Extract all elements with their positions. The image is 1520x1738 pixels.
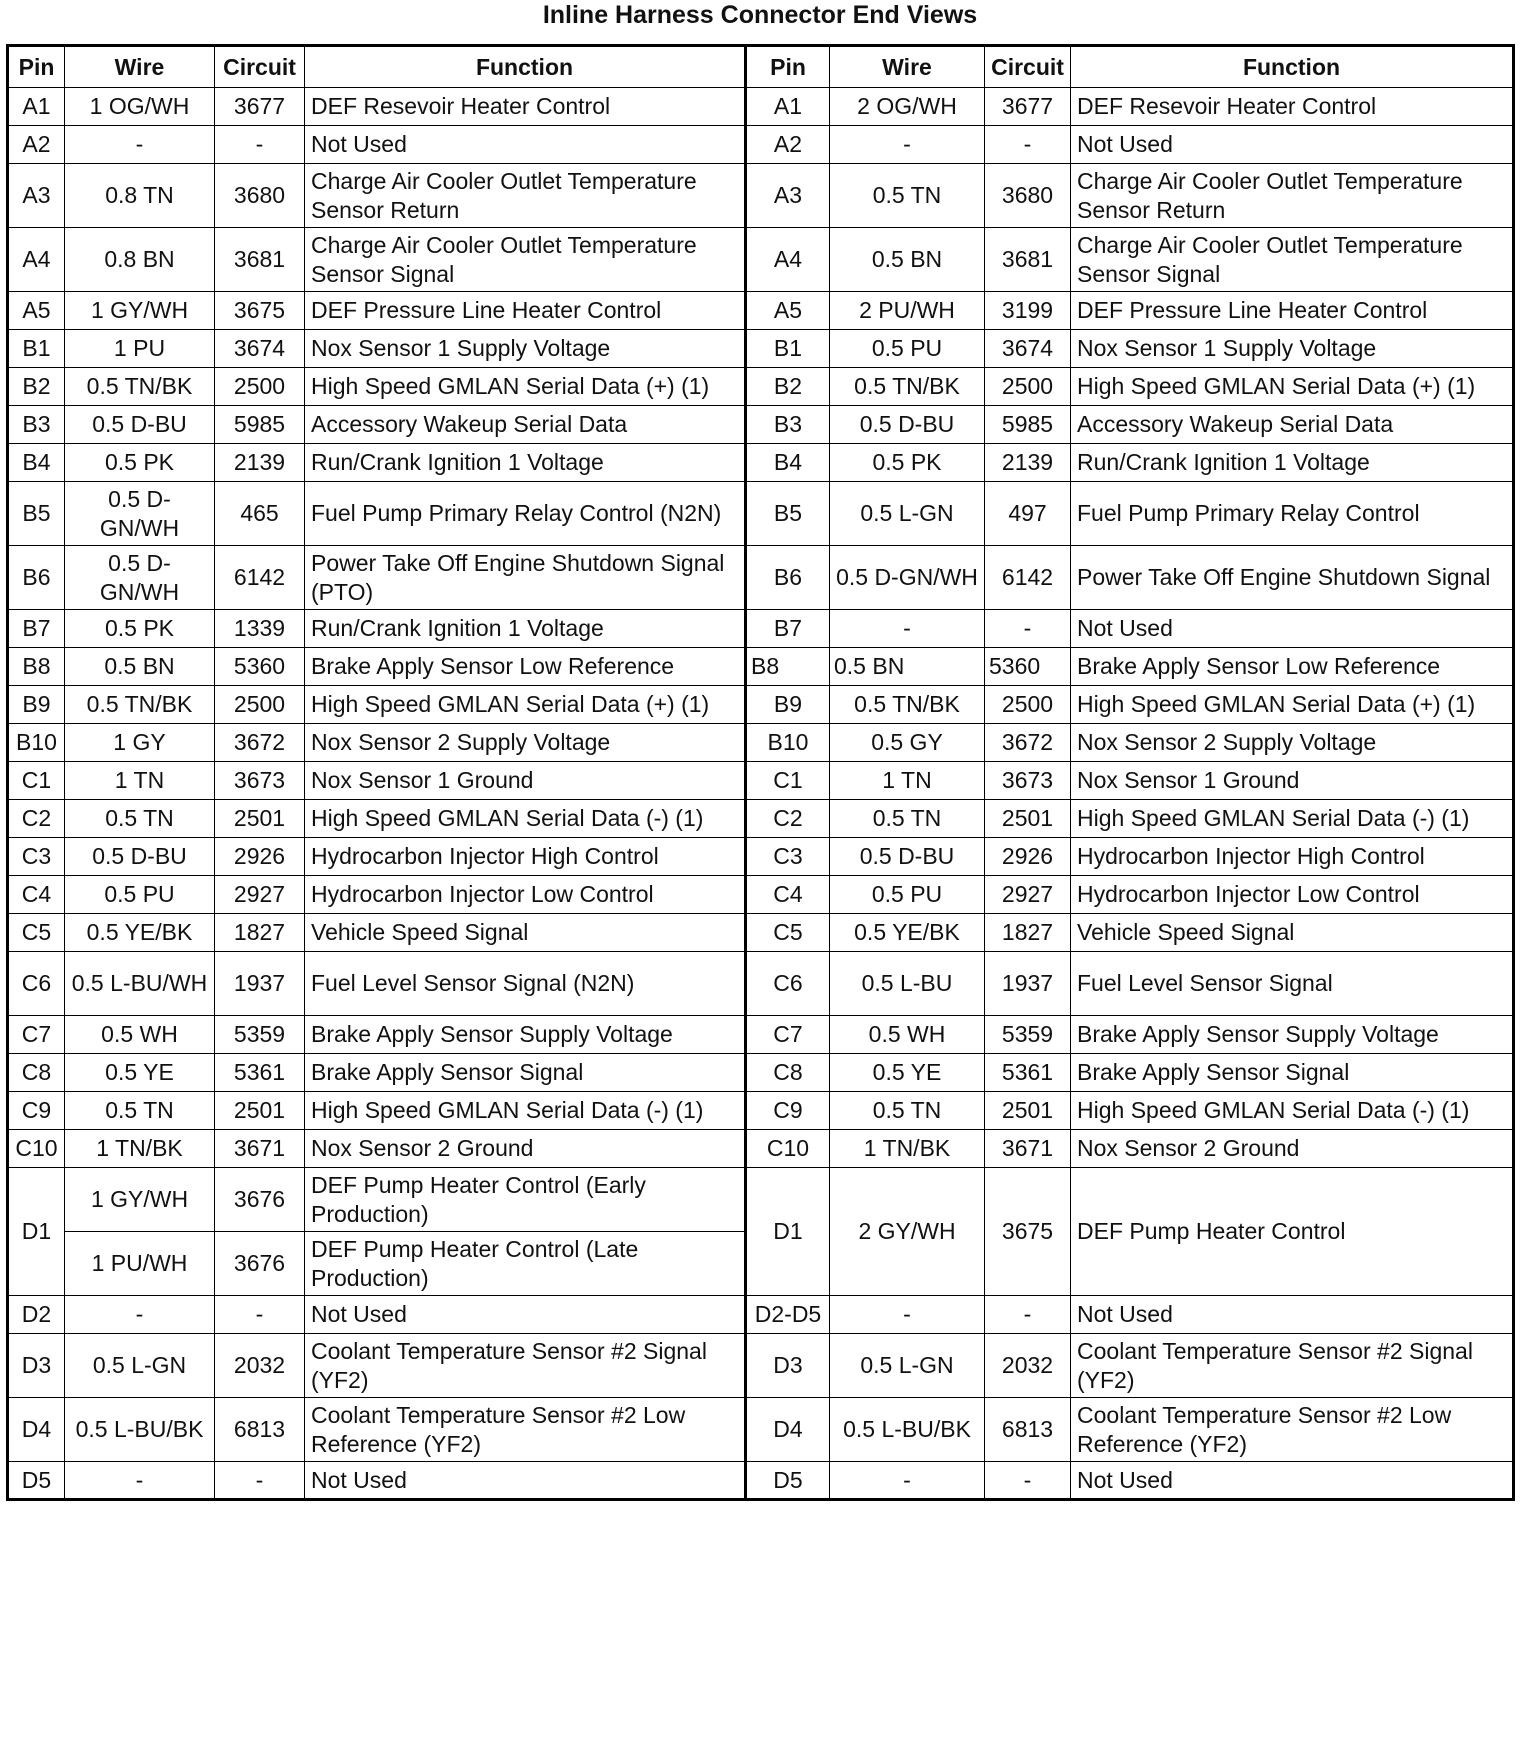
header-function: Function	[305, 46, 746, 88]
circuit-cell: 2501	[215, 800, 305, 838]
function-cell: DEF Resevoir Heater Control	[1071, 88, 1514, 126]
pin-cell: D2	[8, 1296, 65, 1334]
wire-cell: 1 GY	[65, 724, 215, 762]
pin-cell: B4	[746, 444, 830, 482]
circuit-cell: 6813	[985, 1398, 1071, 1462]
function-cell: Nox Sensor 1 Supply Voltage	[1071, 330, 1514, 368]
wire-cell: 0.5 PK	[65, 610, 215, 648]
pin-cell: D4	[746, 1398, 830, 1462]
circuit-cell: 3672	[985, 724, 1071, 762]
circuit-cell: 3680	[985, 164, 1071, 228]
wire-cell: 1 PU/WH	[65, 1232, 215, 1296]
wire-cell: 0.5 TN	[830, 164, 985, 228]
circuit-cell: 3673	[985, 762, 1071, 800]
wire-cell: 0.5 PK	[830, 444, 985, 482]
function-cell: DEF Pump Heater Control (Early Production)	[305, 1168, 746, 1232]
table-row	[8, 1092, 1514, 1130]
pin-cell: D3	[8, 1334, 65, 1398]
circuit-cell: 1827	[215, 914, 305, 952]
circuit-cell: 3674	[215, 330, 305, 368]
pin-cell: B10	[8, 724, 65, 762]
circuit-cell: 2501	[985, 800, 1071, 838]
wire-cell: -	[65, 1296, 215, 1334]
wire-cell: 0.5 L-BU/BK	[65, 1398, 215, 1462]
function-cell: Coolant Temperature Sensor #2 Low Reference (YF2)	[1071, 1398, 1514, 1462]
pin-cell: D4	[8, 1398, 65, 1462]
circuit-cell: 6813	[215, 1398, 305, 1462]
function-cell: Accessory Wakeup Serial Data	[1071, 406, 1514, 444]
circuit-cell: 5361	[215, 1054, 305, 1092]
function-cell: Charge Air Cooler Outlet Temperature Sensor Return	[1071, 164, 1514, 228]
function-cell: Fuel Pump Primary Relay Control	[1071, 482, 1514, 546]
circuit-cell: -	[215, 126, 305, 164]
pin-cell: C4	[8, 876, 65, 914]
wire-cell: 0.5 D-BU	[65, 838, 215, 876]
table-row	[8, 876, 1514, 914]
function-cell: High Speed GMLAN Serial Data (+) (1)	[1071, 686, 1514, 724]
pin-cell: A3	[8, 164, 65, 228]
pin-cell: B3	[746, 406, 830, 444]
pin-cell: B3	[8, 406, 65, 444]
pin-cell: C1	[746, 762, 830, 800]
pin-cell: B2	[8, 368, 65, 406]
pin-cell: B8	[8, 648, 65, 686]
function-cell: Charge Air Cooler Outlet Temperature Sensor Signal	[305, 228, 746, 292]
circuit-cell: -	[985, 610, 1071, 648]
wire-cell: -	[65, 126, 215, 164]
function-cell: High Speed GMLAN Serial Data (-) (1)	[1071, 1092, 1514, 1130]
wire-cell: 1 PU	[65, 330, 215, 368]
table-row	[8, 444, 1514, 482]
wire-cell: 0.5 TN/BK	[830, 686, 985, 724]
table-row	[8, 406, 1514, 444]
function-cell: Nox Sensor 1 Ground	[305, 762, 746, 800]
pin-cell: C6	[746, 952, 830, 1016]
circuit-cell: 2032	[215, 1334, 305, 1398]
function-cell: High Speed GMLAN Serial Data (+) (1)	[305, 686, 746, 724]
function-cell: Brake Apply Sensor Low Reference	[305, 648, 746, 686]
wire-cell: 0.5 YE	[65, 1054, 215, 1092]
wire-cell: 0.5 TN/BK	[65, 686, 215, 724]
function-cell: DEF Pump Heater Control	[1071, 1168, 1514, 1296]
wire-cell: 0.5 YE/BK	[65, 914, 215, 952]
function-cell: Vehicle Speed Signal	[305, 914, 746, 952]
header-pin: Pin	[8, 46, 65, 88]
table-row	[8, 368, 1514, 406]
pin-cell: C5	[746, 914, 830, 952]
function-cell: Hydrocarbon Injector High Control	[1071, 838, 1514, 876]
circuit-cell: 497	[985, 482, 1071, 546]
wire-cell: 0.5 BN	[65, 648, 215, 686]
wire-cell: 2 PU/WH	[830, 292, 985, 330]
circuit-cell: 3676	[215, 1232, 305, 1296]
pin-cell: B9	[746, 686, 830, 724]
function-cell: Vehicle Speed Signal	[1071, 914, 1514, 952]
wire-cell: 1 TN/BK	[65, 1130, 215, 1168]
function-cell: Nox Sensor 2 Ground	[305, 1130, 746, 1168]
circuit-cell: 5361	[985, 1054, 1071, 1092]
wire-cell: -	[65, 1462, 215, 1500]
circuit-cell: 5359	[985, 1016, 1071, 1054]
function-cell: Run/Crank Ignition 1 Voltage	[305, 610, 746, 648]
wire-cell: -	[830, 126, 985, 164]
pin-cell: A4	[746, 228, 830, 292]
wire-cell: 0.5 PU	[830, 330, 985, 368]
circuit-cell: 5985	[985, 406, 1071, 444]
pin-cell: C3	[8, 838, 65, 876]
pin-cell: B7	[8, 610, 65, 648]
pin-cell: C7	[746, 1016, 830, 1054]
pin-cell: C1	[8, 762, 65, 800]
connector-table	[6, 44, 1515, 1501]
function-cell: DEF Resevoir Heater Control	[305, 88, 746, 126]
wire-cell: 1 GY/WH	[65, 292, 215, 330]
circuit-cell: 2500	[215, 368, 305, 406]
function-cell: Not Used	[305, 1296, 746, 1334]
wire-cell: 1 TN	[65, 762, 215, 800]
pin-cell: D5	[8, 1462, 65, 1500]
function-cell: Power Take Off Engine Shutdown Signal (PTO)	[305, 546, 746, 610]
circuit-cell: 6142	[985, 546, 1071, 610]
table-row	[8, 762, 1514, 800]
table-row	[8, 610, 1514, 648]
circuit-cell: 3199	[985, 292, 1071, 330]
function-cell: Nox Sensor 1 Supply Voltage	[305, 330, 746, 368]
table-row	[8, 1168, 1514, 1232]
circuit-cell: 2500	[215, 686, 305, 724]
wire-cell: 0.5 L-GN	[65, 1334, 215, 1398]
pin-cell: A5	[8, 292, 65, 330]
circuit-cell: 1827	[985, 914, 1071, 952]
table-row	[8, 1462, 1514, 1500]
function-cell: Not Used	[1071, 1296, 1514, 1334]
circuit-cell: 3674	[985, 330, 1071, 368]
table-row	[8, 228, 1514, 292]
table-row	[8, 914, 1514, 952]
function-cell: Hydrocarbon Injector Low Control	[1071, 876, 1514, 914]
function-cell: Nox Sensor 2 Supply Voltage	[1071, 724, 1514, 762]
function-cell: Hydrocarbon Injector High Control	[305, 838, 746, 876]
circuit-cell: 2926	[985, 838, 1071, 876]
wire-cell: 0.5 L-GN	[830, 482, 985, 546]
pin-cell: A2	[746, 126, 830, 164]
wire-cell: 0.5 TN	[830, 800, 985, 838]
pin-cell: B6	[8, 546, 65, 610]
table-row	[8, 838, 1514, 876]
circuit-cell: 2501	[985, 1092, 1071, 1130]
wire-cell: 0.5 GY	[830, 724, 985, 762]
wire-cell: 0.8 BN	[65, 228, 215, 292]
circuit-cell: -	[985, 1462, 1071, 1500]
pin-cell: D1	[8, 1168, 65, 1296]
circuit-cell: 3671	[215, 1130, 305, 1168]
function-cell: High Speed GMLAN Serial Data (+) (1)	[1071, 368, 1514, 406]
pin-cell: C6	[8, 952, 65, 1016]
pin-cell: B8	[746, 648, 830, 686]
pin-cell: C9	[746, 1092, 830, 1130]
wire-cell: 0.5 WH	[65, 1016, 215, 1054]
function-cell: Coolant Temperature Sensor #2 Signal (YF2)	[305, 1334, 746, 1398]
pin-cell: C7	[8, 1016, 65, 1054]
table-row	[8, 546, 1514, 610]
table-row	[8, 724, 1514, 762]
circuit-cell: 3681	[215, 228, 305, 292]
pin-cell: C8	[746, 1054, 830, 1092]
function-cell: High Speed GMLAN Serial Data (-) (1)	[1071, 800, 1514, 838]
wire-cell: 2 GY/WH	[830, 1168, 985, 1296]
wire-cell: -	[830, 1462, 985, 1500]
wire-cell: 0.5 D-BU	[65, 406, 215, 444]
table-row	[8, 292, 1514, 330]
circuit-cell: 2927	[215, 876, 305, 914]
wire-cell: 0.5 L-GN	[830, 1334, 985, 1398]
function-cell: DEF Pressure Line Heater Control	[305, 292, 746, 330]
circuit-cell: 3680	[215, 164, 305, 228]
wire-cell: 0.5 TN	[65, 1092, 215, 1130]
function-cell: Brake Apply Sensor Signal	[305, 1054, 746, 1092]
function-cell: Run/Crank Ignition 1 Voltage	[305, 444, 746, 482]
wire-cell: 1 TN/BK	[830, 1130, 985, 1168]
pin-cell: B5	[746, 482, 830, 546]
circuit-cell: 3675	[215, 292, 305, 330]
function-cell: Charge Air Cooler Outlet Temperature Sensor Return	[305, 164, 746, 228]
wire-cell: 1 GY/WH	[65, 1168, 215, 1232]
wire-cell: 0.5 TN	[65, 800, 215, 838]
function-cell: Not Used	[1071, 126, 1514, 164]
page-title: Inline Harness Connector End Views	[542, 1, 978, 29]
function-cell: Brake Apply Sensor Signal	[1071, 1054, 1514, 1092]
circuit-cell: 2926	[215, 838, 305, 876]
pin-cell: C10	[8, 1130, 65, 1168]
circuit-cell: 3677	[215, 88, 305, 126]
function-cell: Fuel Pump Primary Relay Control (N2N)	[305, 482, 746, 546]
pin-cell: A1	[8, 88, 65, 126]
table-row	[8, 686, 1514, 724]
wire-cell: -	[830, 1296, 985, 1334]
circuit-cell: 2501	[215, 1092, 305, 1130]
wire-cell: 0.8 TN	[65, 164, 215, 228]
function-cell: DEF Pump Heater Control (Late Production)	[305, 1232, 746, 1296]
circuit-cell: 1937	[985, 952, 1071, 1016]
circuit-cell: 3675	[985, 1168, 1071, 1296]
function-cell: Fuel Level Sensor Signal	[1071, 952, 1514, 1016]
table-row	[8, 88, 1514, 126]
function-cell: Charge Air Cooler Outlet Temperature Sensor Signal	[1071, 228, 1514, 292]
wire-cell: 0.5 D-GN/WH	[65, 482, 215, 546]
function-cell: High Speed GMLAN Serial Data (+) (1)	[305, 368, 746, 406]
header-circuit: Circuit	[215, 46, 305, 88]
wire-cell: 0.5 TN/BK	[830, 368, 985, 406]
function-cell: DEF Pressure Line Heater Control	[1071, 292, 1514, 330]
pin-cell: B9	[8, 686, 65, 724]
pin-cell: B5	[8, 482, 65, 546]
circuit-cell: 2500	[985, 368, 1071, 406]
function-cell: High Speed GMLAN Serial Data (-) (1)	[305, 1092, 746, 1130]
circuit-cell: 2032	[985, 1334, 1071, 1398]
circuit-cell: 3672	[215, 724, 305, 762]
pin-cell: B7	[746, 610, 830, 648]
header-row	[8, 46, 1514, 88]
table-row	[8, 1296, 1514, 1334]
wire-cell: 0.5 L-BU	[830, 952, 985, 1016]
wire-cell: 1 TN	[830, 762, 985, 800]
header-wire: Wire	[830, 46, 985, 88]
pin-cell: A2	[8, 126, 65, 164]
pin-cell: A3	[746, 164, 830, 228]
wire-cell: 0.5 PK	[65, 444, 215, 482]
wire-cell: -	[830, 610, 985, 648]
circuit-cell: 2139	[215, 444, 305, 482]
table-row	[8, 952, 1514, 1016]
pin-cell: C10	[746, 1130, 830, 1168]
circuit-cell: -	[985, 126, 1071, 164]
function-cell: High Speed GMLAN Serial Data (-) (1)	[305, 800, 746, 838]
function-cell: Coolant Temperature Sensor #2 Signal (YF2)	[1071, 1334, 1514, 1398]
pin-cell: C3	[746, 838, 830, 876]
pin-cell: D3	[746, 1334, 830, 1398]
function-cell: Nox Sensor 1 Ground	[1071, 762, 1514, 800]
table-row	[8, 1130, 1514, 1168]
wire-cell: 0.5 YE	[830, 1054, 985, 1092]
pin-cell: C9	[8, 1092, 65, 1130]
table-row	[8, 1334, 1514, 1398]
circuit-cell: 5360	[215, 648, 305, 686]
pin-cell: A1	[746, 88, 830, 126]
wire-cell: 0.5 D-BU	[830, 838, 985, 876]
function-cell: Brake Apply Sensor Supply Voltage	[305, 1016, 746, 1054]
pin-cell: C4	[746, 876, 830, 914]
table-row	[8, 1016, 1514, 1054]
circuit-cell: 2139	[985, 444, 1071, 482]
wire-cell: 2 OG/WH	[830, 88, 985, 126]
table-row	[8, 800, 1514, 838]
circuit-cell: 5985	[215, 406, 305, 444]
function-cell: Hydrocarbon Injector Low Control	[305, 876, 746, 914]
circuit-cell: 3671	[985, 1130, 1071, 1168]
circuit-cell: 465	[215, 482, 305, 546]
circuit-cell: 3681	[985, 228, 1071, 292]
circuit-cell: 1339	[215, 610, 305, 648]
table-row	[8, 164, 1514, 228]
table-row	[8, 1398, 1514, 1462]
table-row	[8, 482, 1514, 546]
function-cell: Coolant Temperature Sensor #2 Low Reference (YF2)	[305, 1398, 746, 1462]
table-row	[8, 648, 1514, 686]
function-cell: Accessory Wakeup Serial Data	[305, 406, 746, 444]
pin-cell: D1	[746, 1168, 830, 1296]
wire-cell: 0.5 PU	[65, 876, 215, 914]
wire-cell: 0.5 BN	[830, 228, 985, 292]
wire-cell: 0.5 TN/BK	[65, 368, 215, 406]
circuit-cell: 6142	[215, 546, 305, 610]
pin-cell: D5	[746, 1462, 830, 1500]
pin-cell: B2	[746, 368, 830, 406]
wire-cell: 0.5 BN	[830, 648, 985, 686]
pin-cell: C2	[8, 800, 65, 838]
table-row	[8, 126, 1514, 164]
function-cell: Nox Sensor 2 Supply Voltage	[305, 724, 746, 762]
header-wire: Wire	[65, 46, 215, 88]
wire-cell: 0.5 L-BU/BK	[830, 1398, 985, 1462]
function-cell: Not Used	[1071, 1462, 1514, 1500]
pin-cell: C5	[8, 914, 65, 952]
wire-cell: 1 OG/WH	[65, 88, 215, 126]
circuit-cell: 3676	[215, 1168, 305, 1232]
circuit-cell: 3673	[215, 762, 305, 800]
table-row	[8, 1054, 1514, 1092]
pin-cell: B10	[746, 724, 830, 762]
circuit-cell: 2927	[985, 876, 1071, 914]
circuit-cell: -	[215, 1296, 305, 1334]
function-cell: Not Used	[305, 126, 746, 164]
function-cell: Nox Sensor 2 Ground	[1071, 1130, 1514, 1168]
function-cell: Brake Apply Sensor Supply Voltage	[1071, 1016, 1514, 1054]
header-function: Function	[1071, 46, 1514, 88]
pin-cell: C8	[8, 1054, 65, 1092]
wire-cell: 0.5 YE/BK	[830, 914, 985, 952]
function-cell: Not Used	[1071, 610, 1514, 648]
wire-cell: 0.5 WH	[830, 1016, 985, 1054]
pin-cell: A4	[8, 228, 65, 292]
table-row	[8, 330, 1514, 368]
circuit-cell: -	[985, 1296, 1071, 1334]
circuit-cell: 5360	[985, 648, 1071, 686]
circuit-cell: -	[215, 1462, 305, 1500]
pin-cell: B1	[746, 330, 830, 368]
circuit-cell: 3677	[985, 88, 1071, 126]
pin-cell: B1	[8, 330, 65, 368]
function-cell: Fuel Level Sensor Signal (N2N)	[305, 952, 746, 1016]
wire-cell: 0.5 D-GN/WH	[65, 546, 215, 610]
wire-cell: 0.5 D-BU	[830, 406, 985, 444]
function-cell: Run/Crank Ignition 1 Voltage	[1071, 444, 1514, 482]
wire-cell: 0.5 D-GN/WH	[830, 546, 985, 610]
function-cell: Power Take Off Engine Shutdown Signal	[1071, 546, 1514, 610]
pin-cell: B4	[8, 444, 65, 482]
function-cell: Not Used	[305, 1462, 746, 1500]
wire-cell: 0.5 TN	[830, 1092, 985, 1130]
header-pin: Pin	[746, 46, 830, 88]
pin-cell: D2-D5	[746, 1296, 830, 1334]
circuit-cell: 1937	[215, 952, 305, 1016]
pin-cell: B6	[746, 546, 830, 610]
wire-cell: 0.5 L-BU/WH	[65, 952, 215, 1016]
wire-cell: 0.5 PU	[830, 876, 985, 914]
function-cell: Brake Apply Sensor Low Reference	[1071, 648, 1514, 686]
pin-cell: C2	[746, 800, 830, 838]
circuit-cell: 5359	[215, 1016, 305, 1054]
pin-cell: A5	[746, 292, 830, 330]
circuit-cell: 2500	[985, 686, 1071, 724]
header-circuit: Circuit	[985, 46, 1071, 88]
